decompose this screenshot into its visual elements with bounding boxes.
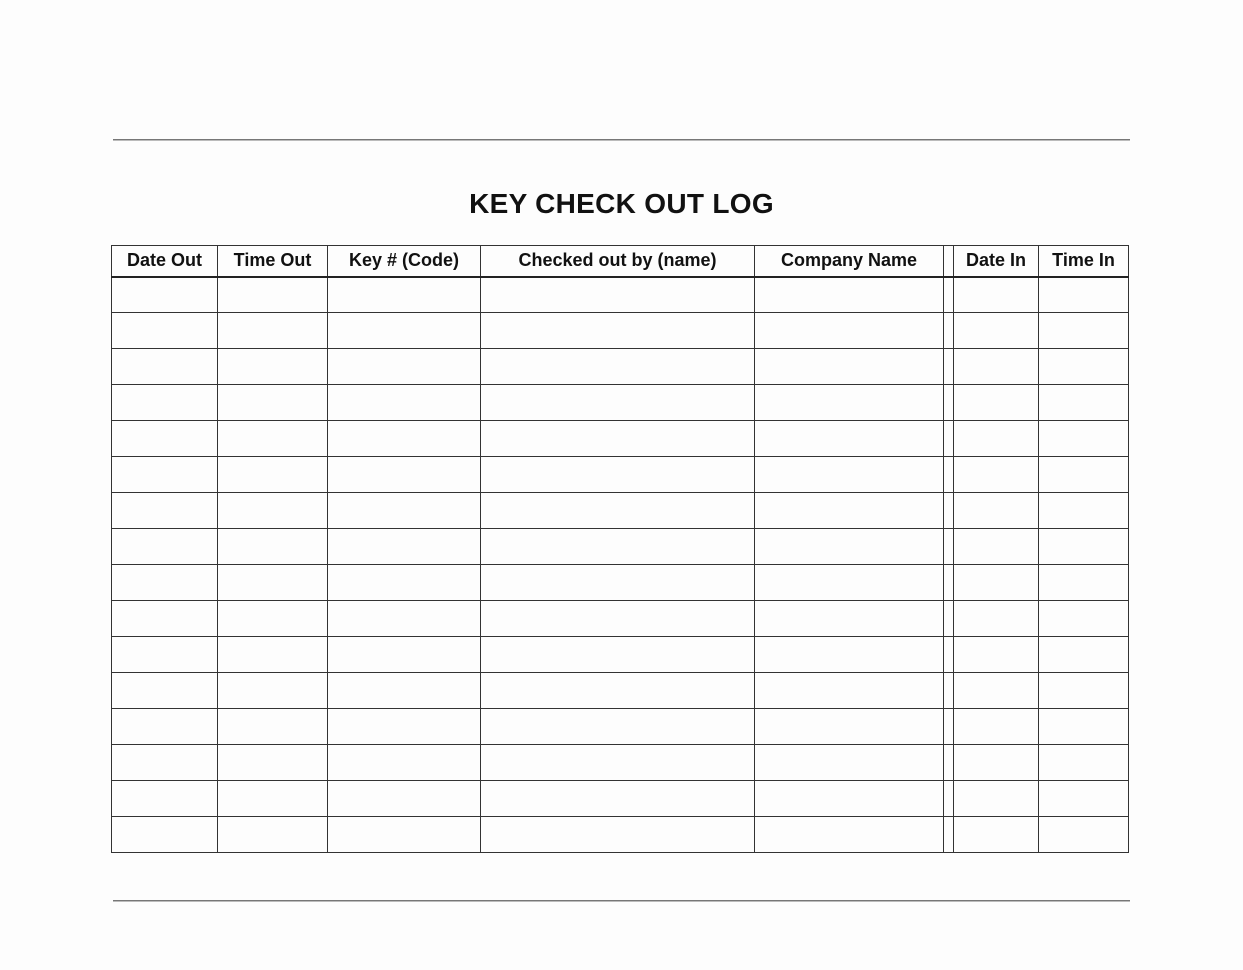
cell-company-name — [755, 673, 944, 709]
cell-company-name — [755, 277, 944, 313]
cell-date-in — [954, 637, 1039, 673]
cell-checked-out-by — [481, 385, 755, 421]
header-key-code: Key # (Code) — [328, 246, 481, 277]
cell-key-code — [328, 817, 481, 853]
cell-checked-out-by — [481, 601, 755, 637]
table-row — [112, 349, 1129, 385]
cell-time-in — [1039, 421, 1129, 457]
cell-date-in — [954, 457, 1039, 493]
cell-key-code — [328, 601, 481, 637]
cell-checked-out-by — [481, 781, 755, 817]
cell-checked-out-by — [481, 493, 755, 529]
header-time-in: Time In — [1039, 246, 1129, 277]
cell-date-in — [954, 529, 1039, 565]
cell-company-name — [755, 637, 944, 673]
cell-time-out — [218, 817, 328, 853]
cell-date-out — [112, 277, 218, 313]
cell-time-out — [218, 349, 328, 385]
table-row — [112, 529, 1129, 565]
table-row — [112, 817, 1129, 853]
cell-time-out — [218, 493, 328, 529]
cell-key-code — [328, 457, 481, 493]
cell-date-in — [954, 817, 1039, 853]
cell-time-in — [1039, 709, 1129, 745]
cell-spacer — [944, 529, 954, 565]
cell-date-out — [112, 385, 218, 421]
table-row — [112, 601, 1129, 637]
cell-checked-out-by — [481, 349, 755, 385]
cell-key-code — [328, 313, 481, 349]
cell-time-in — [1039, 673, 1129, 709]
cell-date-in — [954, 565, 1039, 601]
bottom-rule — [113, 900, 1130, 902]
cell-key-code — [328, 673, 481, 709]
cell-spacer — [944, 457, 954, 493]
cell-time-in — [1039, 529, 1129, 565]
cell-key-code — [328, 745, 481, 781]
cell-company-name — [755, 709, 944, 745]
table-row — [112, 313, 1129, 349]
cell-date-out — [112, 565, 218, 601]
cell-spacer — [944, 385, 954, 421]
cell-company-name — [755, 565, 944, 601]
cell-date-in — [954, 673, 1039, 709]
cell-time-out — [218, 601, 328, 637]
table-row — [112, 493, 1129, 529]
cell-key-code — [328, 529, 481, 565]
cell-time-in — [1039, 637, 1129, 673]
cell-date-out — [112, 457, 218, 493]
cell-time-out — [218, 745, 328, 781]
cell-time-in — [1039, 385, 1129, 421]
cell-time-out — [218, 313, 328, 349]
table-row — [112, 277, 1129, 313]
cell-time-out — [218, 421, 328, 457]
cell-key-code — [328, 277, 481, 313]
cell-key-code — [328, 709, 481, 745]
cell-time-in — [1039, 493, 1129, 529]
cell-company-name — [755, 529, 944, 565]
cell-date-out — [112, 349, 218, 385]
cell-date-in — [954, 709, 1039, 745]
table-row — [112, 421, 1129, 457]
cell-key-code — [328, 781, 481, 817]
cell-date-in — [954, 421, 1039, 457]
cell-time-out — [218, 673, 328, 709]
cell-time-out — [218, 529, 328, 565]
header-checked-out-by: Checked out by (name) — [481, 246, 755, 277]
cell-key-code — [328, 565, 481, 601]
cell-company-name — [755, 421, 944, 457]
cell-company-name — [755, 385, 944, 421]
header-row — [112, 246, 1129, 277]
cell-key-code — [328, 637, 481, 673]
cell-time-out — [218, 781, 328, 817]
cell-time-in — [1039, 313, 1129, 349]
cell-spacer — [944, 673, 954, 709]
cell-date-out — [112, 781, 218, 817]
cell-time-in — [1039, 781, 1129, 817]
cell-checked-out-by — [481, 745, 755, 781]
cell-date-out — [112, 745, 218, 781]
table-row — [112, 673, 1129, 709]
cell-key-code — [328, 421, 481, 457]
table-row — [112, 637, 1129, 673]
log-body — [112, 277, 1129, 853]
cell-checked-out-by — [481, 673, 755, 709]
cell-spacer — [944, 277, 954, 313]
cell-checked-out-by — [481, 709, 755, 745]
key-log-table — [111, 245, 1129, 853]
cell-date-out — [112, 709, 218, 745]
cell-checked-out-by — [481, 817, 755, 853]
cell-checked-out-by — [481, 637, 755, 673]
cell-spacer — [944, 637, 954, 673]
cell-checked-out-by — [481, 457, 755, 493]
table-row — [112, 709, 1129, 745]
cell-date-out — [112, 313, 218, 349]
cell-time-out — [218, 709, 328, 745]
cell-time-out — [218, 565, 328, 601]
cell-spacer — [944, 745, 954, 781]
table-row — [112, 745, 1129, 781]
header-date-out: Date Out — [112, 246, 218, 277]
cell-key-code — [328, 349, 481, 385]
cell-spacer — [944, 817, 954, 853]
cell-time-in — [1039, 457, 1129, 493]
cell-checked-out-by — [481, 277, 755, 313]
page-title: KEY CHECK OUT LOG — [469, 188, 774, 219]
cell-time-out — [218, 277, 328, 313]
cell-date-out — [112, 493, 218, 529]
cell-time-out — [218, 637, 328, 673]
cell-date-in — [954, 313, 1039, 349]
cell-date-in — [954, 781, 1039, 817]
cell-date-out — [112, 637, 218, 673]
cell-date-in — [954, 349, 1039, 385]
cell-spacer — [944, 349, 954, 385]
cell-spacer — [944, 313, 954, 349]
cell-checked-out-by — [481, 313, 755, 349]
cell-date-in — [954, 745, 1039, 781]
cell-company-name — [755, 781, 944, 817]
cell-company-name — [755, 817, 944, 853]
cell-spacer — [944, 709, 954, 745]
cell-checked-out-by — [481, 421, 755, 457]
header-date-in: Date In — [954, 246, 1039, 277]
cell-spacer — [944, 493, 954, 529]
cell-time-out — [218, 385, 328, 421]
top-rule — [113, 139, 1130, 141]
cell-key-code — [328, 385, 481, 421]
cell-key-code — [328, 493, 481, 529]
cell-time-in — [1039, 565, 1129, 601]
cell-date-out — [112, 817, 218, 853]
cell-time-out — [218, 457, 328, 493]
header-spacer — [944, 246, 954, 277]
cell-time-in — [1039, 349, 1129, 385]
cell-date-in — [954, 601, 1039, 637]
cell-time-in — [1039, 745, 1129, 781]
table-row — [112, 385, 1129, 421]
cell-date-out — [112, 529, 218, 565]
cell-spacer — [944, 421, 954, 457]
cell-checked-out-by — [481, 529, 755, 565]
table-row — [112, 781, 1129, 817]
header-time-out: Time Out — [218, 246, 328, 277]
table-row — [112, 565, 1129, 601]
table-row — [112, 457, 1129, 493]
cell-time-in — [1039, 277, 1129, 313]
cell-time-in — [1039, 817, 1129, 853]
cell-date-out — [112, 421, 218, 457]
cell-date-in — [954, 385, 1039, 421]
cell-spacer — [944, 601, 954, 637]
cell-date-out — [112, 673, 218, 709]
cell-company-name — [755, 493, 944, 529]
cell-company-name — [755, 457, 944, 493]
cell-company-name — [755, 313, 944, 349]
cell-date-in — [954, 277, 1039, 313]
header-company-name: Company Name — [755, 246, 944, 277]
cell-spacer — [944, 781, 954, 817]
cell-company-name — [755, 601, 944, 637]
cell-time-in — [1039, 601, 1129, 637]
cell-company-name — [755, 745, 944, 781]
cell-checked-out-by — [481, 565, 755, 601]
cell-spacer — [944, 565, 954, 601]
cell-company-name — [755, 349, 944, 385]
cell-date-out — [112, 601, 218, 637]
cell-date-in — [954, 493, 1039, 529]
